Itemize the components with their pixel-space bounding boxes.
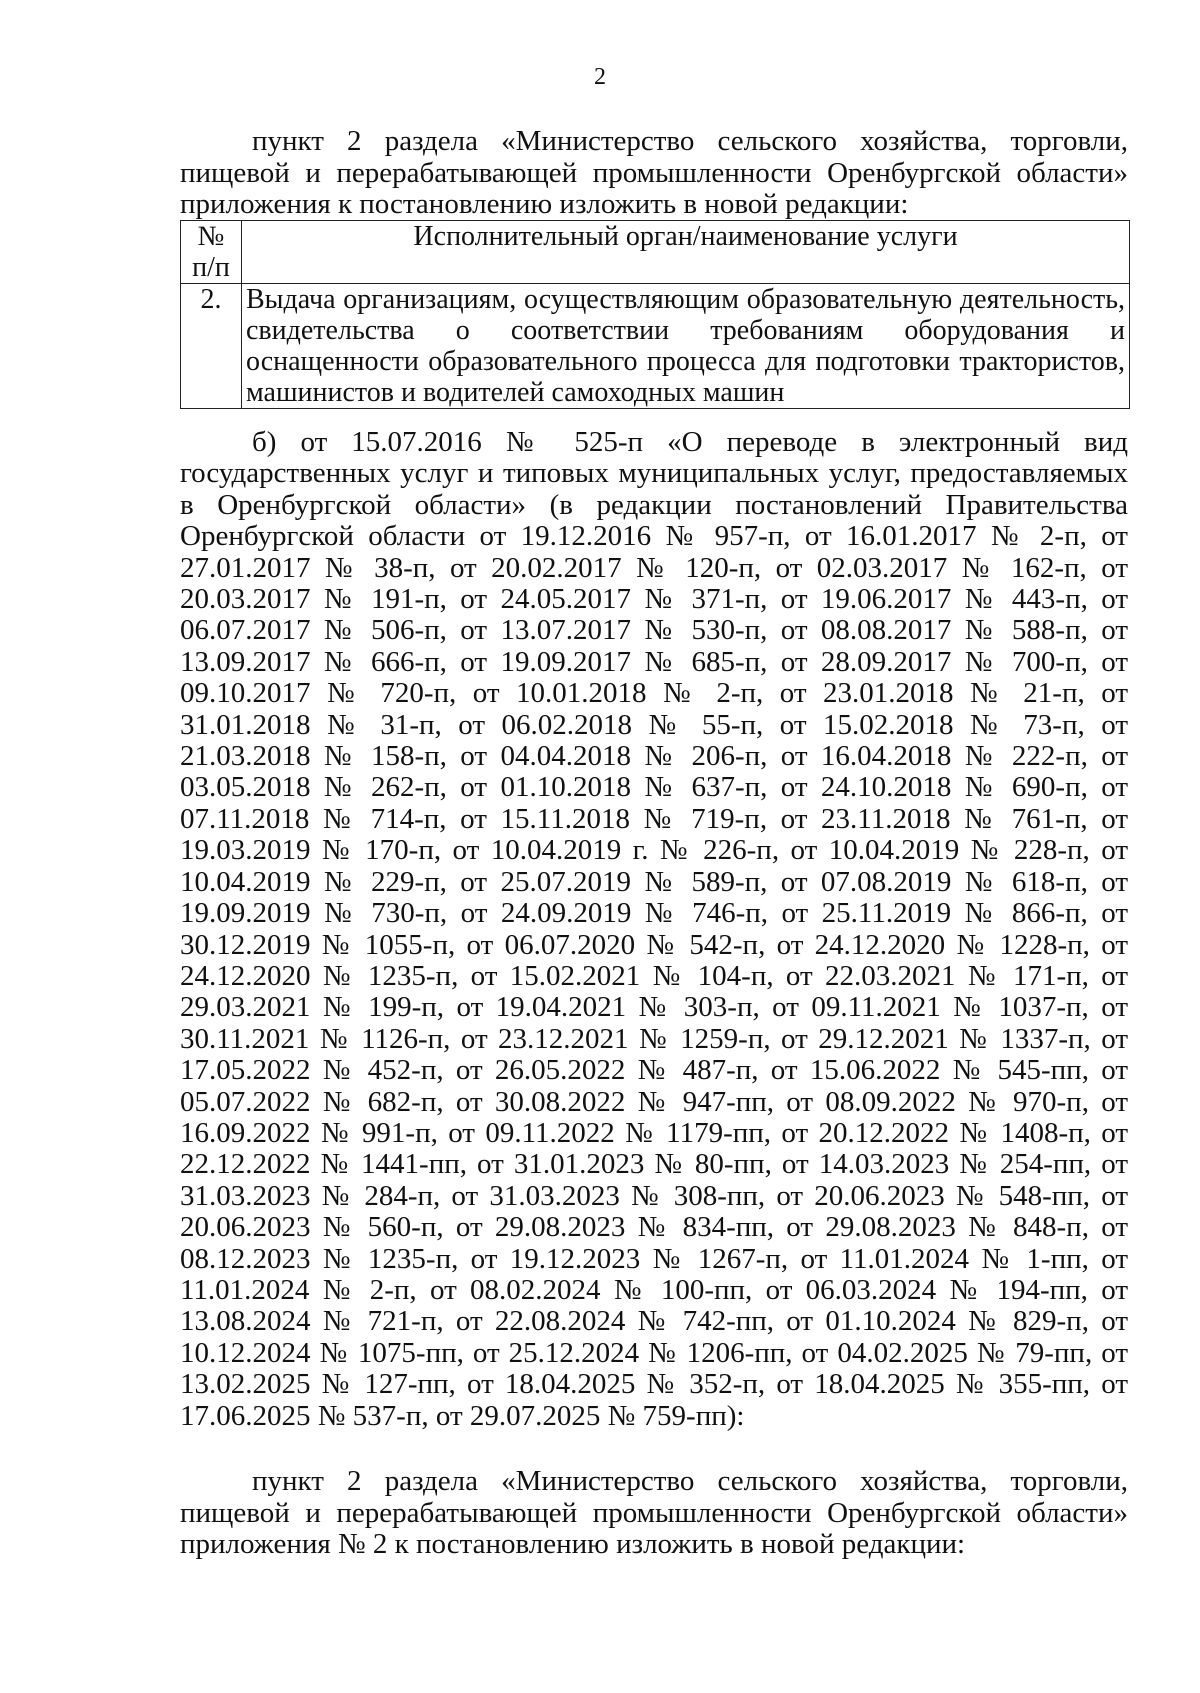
services-table	[180, 220, 1130, 409]
header-title: Исполнительный орган/наименование услуги	[242, 221, 1130, 284]
amendments-paragraph	[180, 427, 1128, 1432]
row-number: 2.	[181, 284, 242, 409]
closing-paragraph-text: пункт 2 раздела «Министерство сельского хозяйства, торговли, пищевой и перерабатывающей промышленности Оренбургской области» приложения № 2 к постановлению изложить в новой редакции:	[180, 1465, 1128, 1560]
intro-paragraph	[180, 126, 1128, 221]
table-row	[181, 284, 1130, 409]
page-number: 2	[594, 64, 606, 90]
closing-paragraph	[180, 1466, 1128, 1561]
table-header-row	[181, 221, 1130, 284]
row-service-name: Выдача организациям, осуществляющим образовательную деятельность, свидетельства о соответствии требованиям оборудования и оснащенности образовательного процесса для подготовки трактористов, машинистов и водителей самоходных машин	[242, 284, 1130, 409]
header-number: № п/п	[181, 221, 242, 284]
amendments-paragraph-text: б) от 15.07.2016 № 525-п «О переводе в электронный вид государственных услуг и типовых муниципальных услуг, предоставляемых в Оренбургской области» (в редакции постановлений Правительства Оренбургской области от 19.12.2016 № 957-п, от 16.01.2017 № 2-п, от 27.01.2017 № 38-п, от 20.02.2017 № 120-п, от 02.03.2017 № 162-п, от 20.03.2017 № 191-п, от 24.05.2017 № 371-п, от 19.06.2017 № 443-п, от 06.07.2017 № 506-п, от 13.07.2017 № 530-п, от 08.08.2017 № 588-п, от 13.09.2017 № 666-п, от 19.09.2017 № 685-п, от 28.09.2017 № 700-п, от 09.10.2017 № 720-п, от 10.01.2018 № 2-п, от 23.01.2018 № 21-п, от 31.01.2018 № 31-п, от 06.02.2018 № 55-п, от 15.02.2018 № 73-п, от 21.03.2018 № 158-п, от 04.04.2018 № 206-п, от 16.04.2018 № 222-п, от 03.05.2018 № 262-п, от 01.10.2018 № 637-п, от 24.10.2018 № 690-п, от 07.11.2018 № 714-п, от 15.11.2018 № 719-п, от 23.11.2018 № 761-п, от 19.03.2019 № 170-п, от 10.04.2019 г. № 226-п, от 10.04.2019 № 228-п, от 10.04.2019 № 229-п, от 25.07.2019 № 589-п, от 07.08.2019 № 618-п, от 19.09.2019 № 730-п, от 24.09.2019 № 746-п, от 25.11.2019 № 866-п, от 30.12.2019 № 1055-п, от 06.07.2020 № 542-п, от 24.12.2020 № 1228-п, от 24.12.2020 № 1235-п, от 15.02.2021 № 104-п, от 22.03.2021 № 171-п, от 29.03.2021 № 199-п, от 19.04.2021 № 303-п, от 09.11.2021 № 1037-п, от 30.11.2021 № 1126-п, от 23.12.2021 № 1259-п, от 29.12.2021 № 1337-п, от 17.05.2022 № 452-п, от 26.05.2022 № 487-п, от 15.06.2022 № 545-пп, от 05.07.2022 № 682-п, от 30.08.2022 № 947-пп, от 08.09.2022 № 970-п, от 16.09.2022 № 991-п, от 09.11.2022 № 1179-пп, от 20.12.2022 № 1408-п, от 22.12.2022 № 1441-пп, от 31.01.2023 № 80-пп, от 14.03.2023 № 254-пп, от 31.03.2023 № 284-п, от 31.03.2023 № 308-пп, от 20.06.2023 № 548-пп, от 20.06.2023 № 560-п, от 29.08.2023 № 834-пп, от 29.08.2023 № 848-п, от 08.12.2023 № 1235-п, от 19.12.2023 № 1267-п, от 11.01.2024 № 1-пп, от 11.01.2024 № 2-п, от 08.02.2024 № 100-пп, от 06.03.2024 № 194-пп, от 13.08.2024 № 721-п, от 22.08.2024 № 742-пп, от 01.10.2024 № 829-п, от 10.12.2024 № 1075-пп, от 25.12.2024 № 1206-пп, от 04.02.2025 № 79-пп, от 13.02.2025 № 127-пп, от 18.04.2025 № 352-п, от 18.04.2025 № 355-пп, от 17.06.2025 № 537-п, от 29.07.2025 № 759-пп):	[180, 426, 1128, 1432]
intro-paragraph-text: пункт 2 раздела «Министерство сельского хозяйства, торговли, пищевой и перерабатывающей промышленности Оренбургской области» приложения к постановлению изложить в новой редакции:	[180, 125, 1128, 220]
